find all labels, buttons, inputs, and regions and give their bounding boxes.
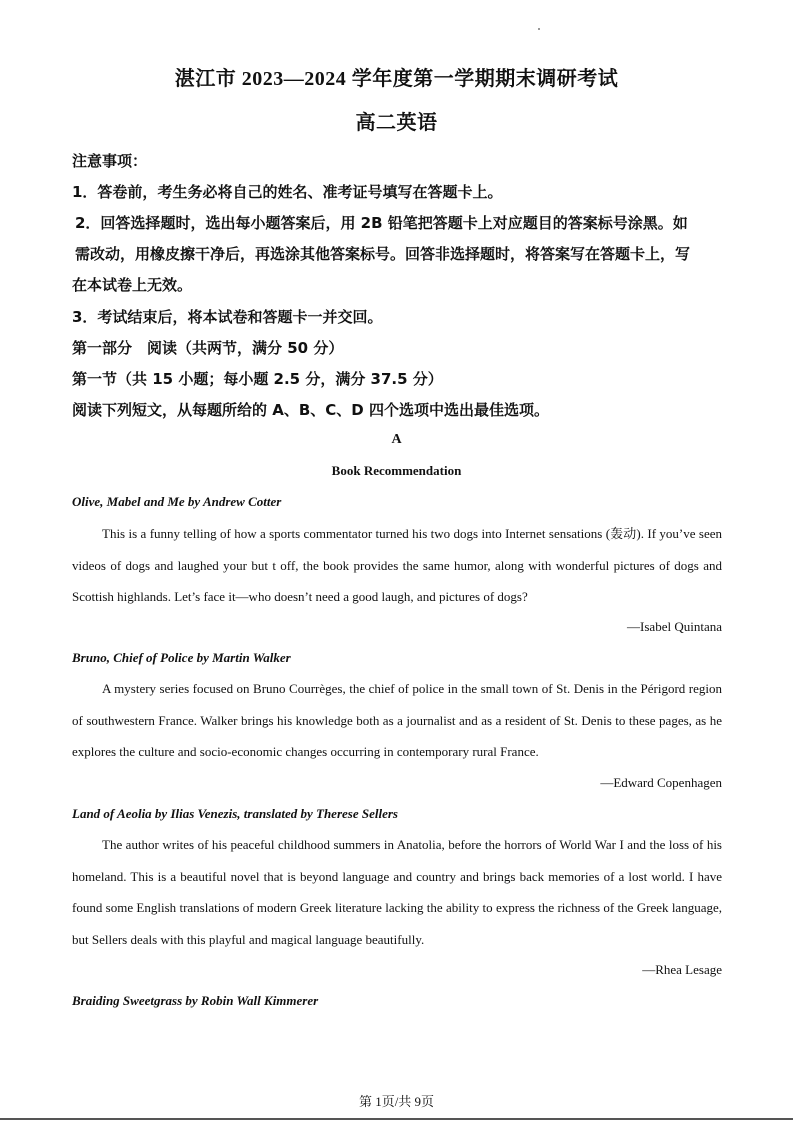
book-title-3: Land of Aeolia by Ilias Venezis, translated by Therese Sellers [72,806,398,821]
book-title-2: Bruno, Chief of Police by Martin Walker [72,650,291,665]
book-title-4: Braiding Sweetgrass by Robin Wall Kimmerer [72,993,319,1008]
reviewer-3: —Rhea Lesage [642,962,722,977]
notice-item-2-line-1: 2．回答选择题时，选出每小题答案后，用 2B 铅笔把答题卡上对应题目的答案标号涂黑。如 [75,214,688,232]
reviewer-1: —Isabel Quintana [627,619,722,634]
exam-title: 湛江市 2023—2024 学年度第一学期期末调研考试 [174,68,619,90]
part-title: 第一部分 阅读（共两节，满分 50 分） [72,339,344,357]
review-3: The author writes of his peaceful childhood summers in Anatolia, before the horrors of World War I and the loss of his homeland. This is a beautiful novel that is beyond language and country and brings back memories of a lost world. I have found some English translations of modern Greek literature lacking the ability to express the richness of the Greek language, but Sellers deals with this playful and magical language beautifully. [72,837,722,947]
notice-item-2-line-3: 在本试卷上无效。 [72,276,193,294]
page-number: 第 1页/共 9页 [358,1094,435,1109]
scan-speck [538,28,540,30]
instruction: 阅读下列短文，从每题所给的 A、B、C、D 四个选项中选出最佳选项。 [72,401,549,419]
book-title-1: Olive, Mabel and Me by Andrew Cotter [72,494,282,509]
passage-title: Book Recommendation [331,463,462,478]
reviewer-2: —Edward Copenhagen [600,775,722,790]
bottom-rule [0,1118,793,1120]
passage-label: A [391,432,402,447]
notice-heading: 注意事项： [72,152,148,170]
section-title: 第一节（共 15 小题；每小题 2.5 分，满分 37.5 分） [72,370,443,388]
notice-item-1: 1．答卷前，考生务必将自己的姓名、准考证号填写在答题卡上。 [72,183,503,201]
review-1: This is a funny telling of how a sports commentator turned his two dogs into Internet sensations (轰动). If you’ve seen videos of dogs and laughed your but t off, the book provides the same humor, along with wonderful pictures of dogs and Scottish highlands. Let’s face it—who doesn’t need a good laugh, and pictures of dogs? [72,526,722,604]
subject-title: 高二英语 [355,112,438,134]
review-2: A mystery series focused on Bruno Courrèges, the chief of police in the small town of St. Denis in the Périgord region of southwestern France. Walker brings his knowledge both as a journalist and as a resident of St. Denis to these pages, as he explores the culture and socio-economic changes occurring in contemporary rural France. [72,681,722,759]
notice-item-2-line-2: 需改动，用橡皮擦干净后，再选涂其他答案标号。回答非选择题时，将答案写在答题卡上，写 [75,245,691,263]
notice-item-3: 3．考试结束后，将本试卷和答题卡一并交回。 [72,308,383,326]
